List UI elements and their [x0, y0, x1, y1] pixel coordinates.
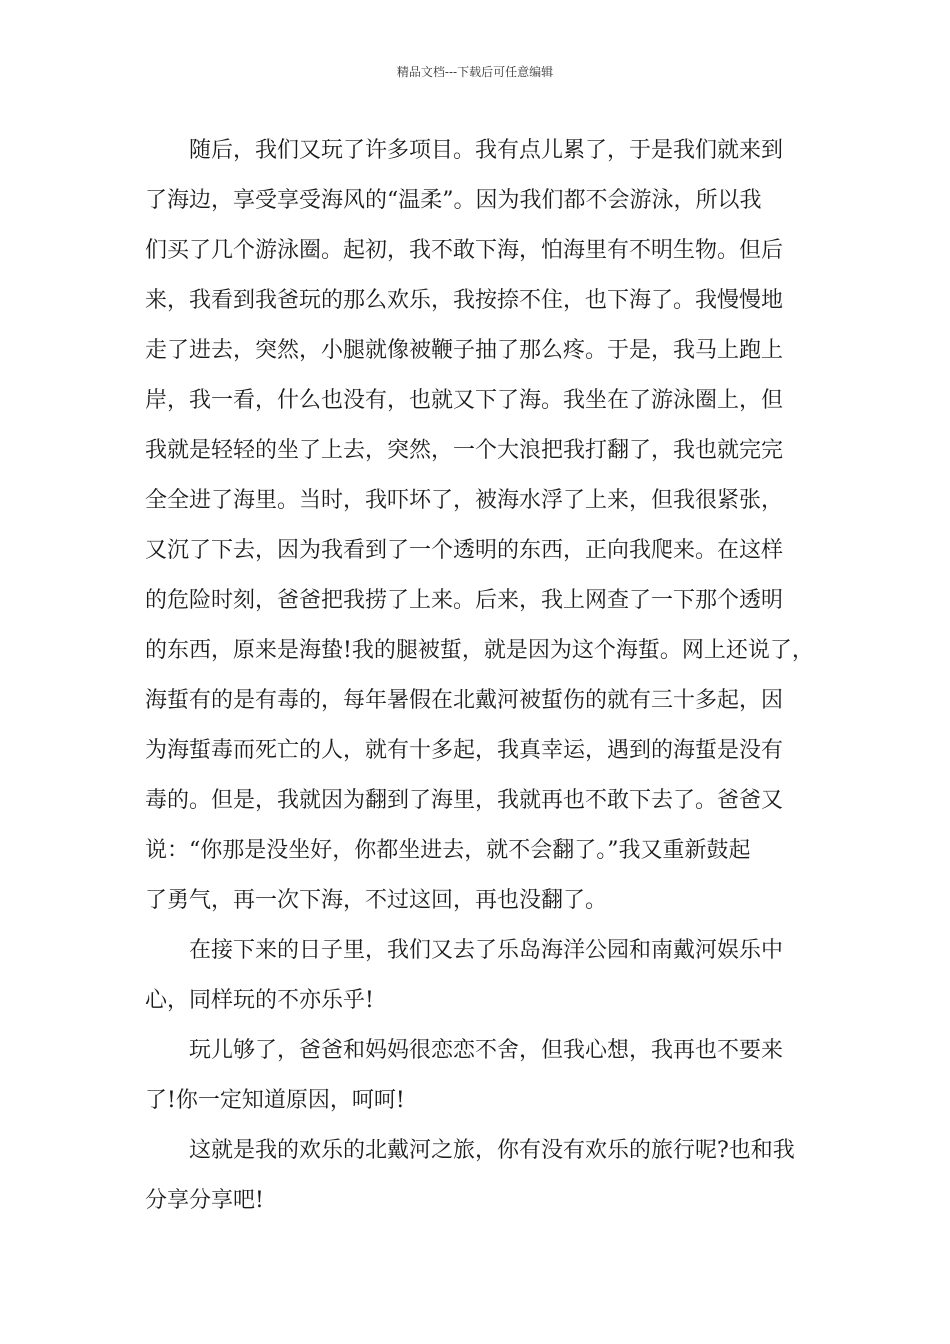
text-line: 分享分享吧! — [145, 1188, 264, 1213]
text-line: 全全进了海里。当时，我吓坏了，被海水浮了上来，但我很紧张， — [145, 488, 784, 513]
text-line: 走了进去，突然，小腿就像被鞭子抽了那么疼。于是，我马上跑上 — [145, 338, 784, 363]
text-line: 说：“你那是没坐好，你都坐进去，就不会翻了。”我又重新鼓起 — [145, 838, 751, 863]
text-line: 了勇气，再一次下海，不过这回，再也没翻了。 — [145, 888, 608, 913]
text-line: 在接下来的日子里，我们又去了乐岛海洋公园和南戴河娱乐中 — [189, 938, 784, 963]
page-header: 精品文档---下载后可任意编辑 — [396, 65, 554, 79]
text-line: 玩儿够了，爸爸和妈妈很恋恋不舍，但我心想，我再也不要来 — [189, 1038, 784, 1063]
text-line: 海蜇有的是有毒的，每年暑假在北戴河被蜇伤的就有三十多起，因 — [145, 688, 784, 713]
text-line: 的东西，原来是海蛰!我的腿被蜇，就是因为这个海蜇。网上还说了， — [145, 638, 814, 663]
paragraph-4 — [145, 1126, 817, 1226]
text-line: 的危险时刻，爸爸把我捞了上来。后来，我上网查了一下那个透明 — [145, 588, 784, 613]
paragraph-3 — [145, 1026, 817, 1126]
text-line: 了海边，享受享受海风的“温柔”。因为我们都不会游泳，所以我 — [145, 188, 762, 213]
text-line: 这就是我的欢乐的北戴河之旅，你有没有欢乐的旅行呢?也和我 — [189, 1138, 795, 1163]
text-line: 又沉了下去，因为我看到了一个透明的东西，正向我爬来。在这样 — [145, 538, 784, 563]
paragraph-2 — [145, 926, 817, 1026]
text-line: 心，同样玩的不亦乐乎! — [145, 988, 374, 1013]
article-body — [145, 126, 817, 1226]
text-line: 毒的。但是，我就因为翻到了海里，我就再也不敢下去了。爸爸又 — [145, 788, 784, 813]
text-line: 岸，我一看，什么也没有，也就又下了海。我坐在了游泳圈上，但 — [145, 388, 784, 413]
text-line: 们买了几个游泳圈。起初，我不敢下海，怕海里有不明生物。但后 — [145, 238, 784, 263]
text-line: 了!你一定知道原因，呵呵! — [145, 1088, 405, 1113]
paragraph-1 — [145, 126, 817, 926]
text-line: 为海蜇毒而死亡的人，就有十多起，我真幸运，遇到的海蜇是没有 — [145, 738, 784, 763]
text-line: 我就是轻轻的坐了上去，突然，一个大浪把我打翻了，我也就完完 — [145, 438, 784, 463]
text-line: 来，我看到我爸玩的那么欢乐，我按捺不住，也下海了。我慢慢地 — [145, 288, 784, 313]
text-line: 随后，我们又玩了许多项目。我有点儿累了，于是我们就来到 — [189, 138, 784, 163]
